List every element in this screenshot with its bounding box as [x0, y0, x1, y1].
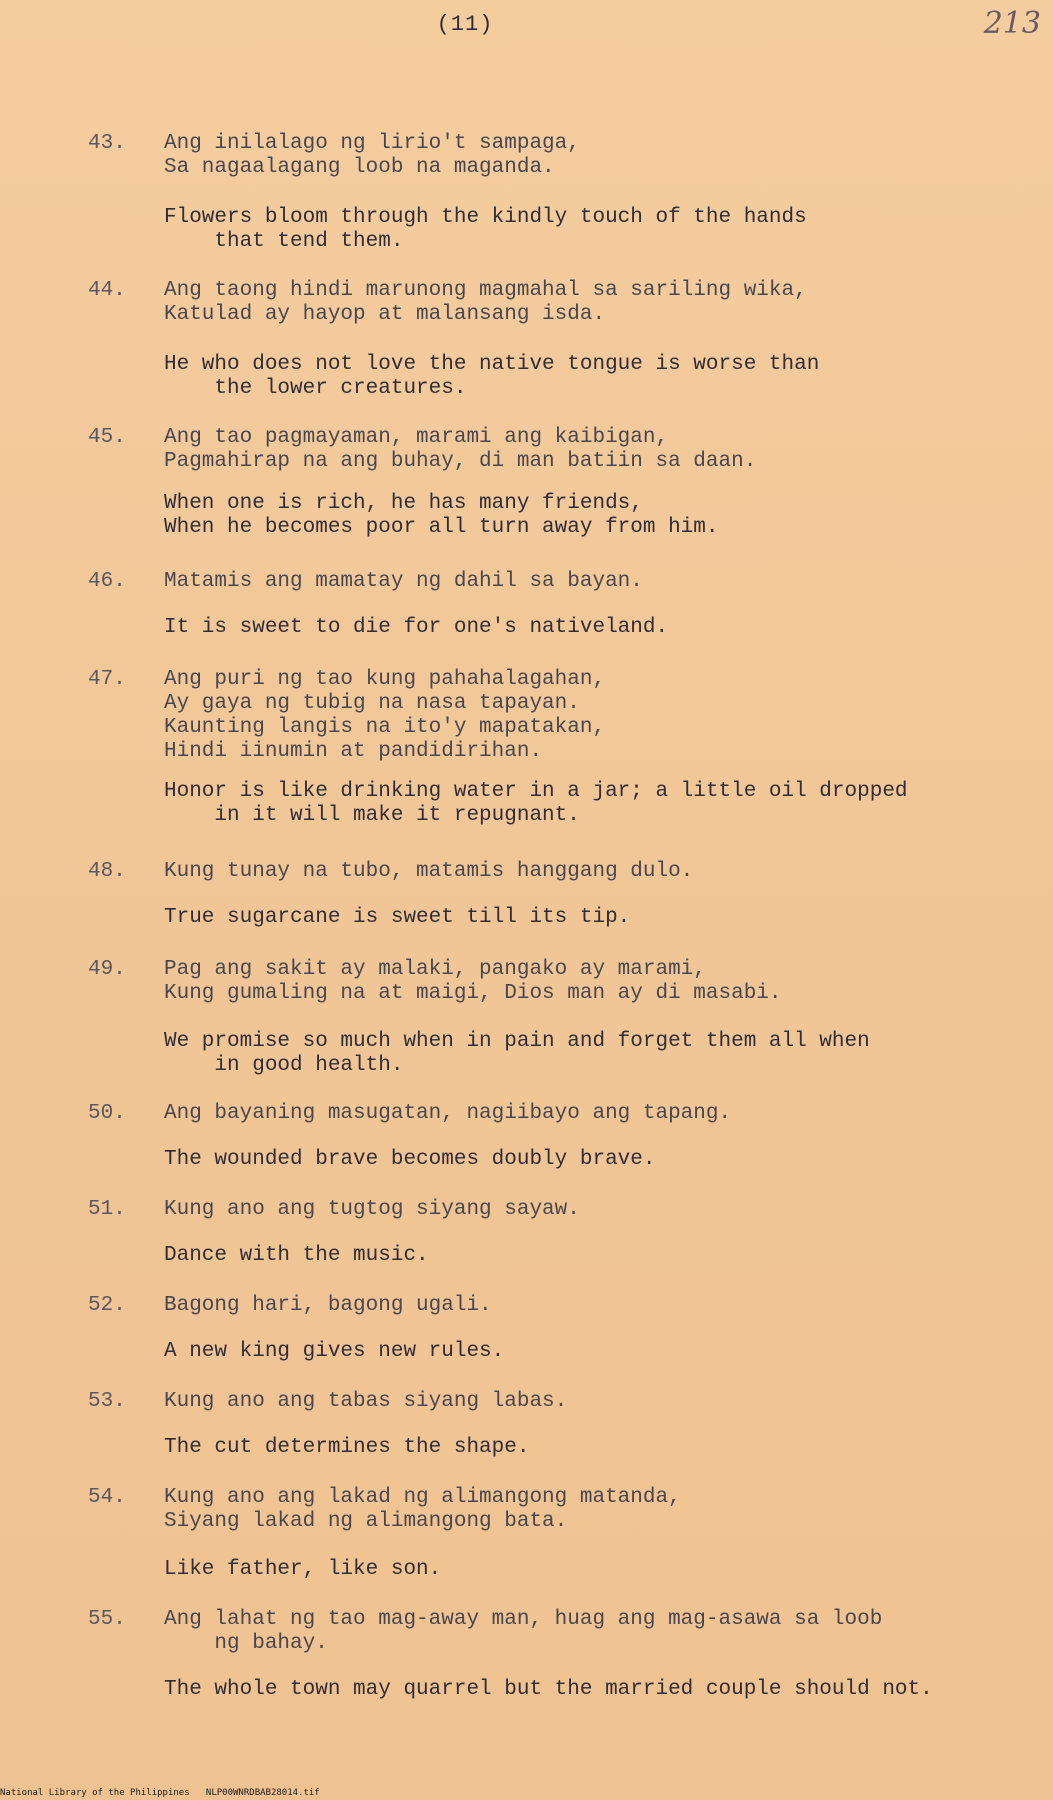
- scan-filename: NLP00WNRDBAB28014.tif: [205, 1788, 320, 1798]
- entry-number: 52.: [88, 1294, 126, 1317]
- tagalog-text: Ang bayaning masugatan, nagiibayo ang tapang.: [164, 1102, 732, 1125]
- entry-number: 55.: [88, 1608, 126, 1631]
- entry-number: 44.: [88, 279, 126, 302]
- tagalog-text: Kung ano ang tabas siyang labas.: [164, 1390, 568, 1413]
- tagalog-text: Kung tunay na tubo, matamis hanggang dulo.: [164, 860, 694, 883]
- english-translation: We promise so much when in pain and forget them all when in good health.: [164, 1030, 870, 1077]
- folio-number: 213: [983, 6, 1041, 41]
- english-translation: A new king gives new rules.: [164, 1340, 505, 1363]
- scan-footer: [0, 1788, 320, 1798]
- english-translation: Honor is like drinking water in a jar; a little oil dropped in it will make it repugnant.: [164, 780, 908, 827]
- english-translation: The cut determines the shape.: [164, 1436, 530, 1459]
- entry-number: 48.: [88, 860, 126, 883]
- entry-number: 43.: [88, 132, 126, 155]
- entry-number: 45.: [88, 426, 126, 449]
- english-translation: When one is rich, he has many friends, When he becomes poor all turn away from him.: [164, 492, 719, 539]
- english-translation: True sugarcane is sweet till its tip.: [164, 906, 631, 929]
- entry-number: 50.: [88, 1102, 126, 1125]
- tagalog-text: Kung ano ang tugtog siyang sayaw.: [164, 1198, 580, 1221]
- library-credit: National Library of the Philippines: [0, 1788, 190, 1798]
- english-translation: Flowers bloom through the kindly touch of the hands that tend them.: [164, 206, 807, 253]
- english-translation: He who does not love the native tongue is worse than the lower creatures.: [164, 353, 820, 400]
- entry-number: 54.: [88, 1486, 126, 1509]
- tagalog-text: Pag ang sakit ay malaki, pangako ay marami, Kung gumaling na at maigi, Dios man ay di masabi.: [164, 958, 782, 1005]
- entry-number: 53.: [88, 1390, 126, 1413]
- english-translation: It is sweet to die for one's nativeland.: [164, 616, 669, 639]
- entry-number: 46.: [88, 570, 126, 593]
- tagalog-text: Ang tao pagmayaman, marami ang kaibigan, Pagmahirap na ang buhay, di man batiin sa daan.: [164, 426, 757, 473]
- english-translation: The whole town may quarrel but the married couple should not.: [164, 1678, 933, 1701]
- english-translation: The wounded brave becomes doubly brave.: [164, 1148, 656, 1171]
- english-translation: Like father, like son.: [164, 1558, 442, 1581]
- tagalog-text: Ang lahat ng tao mag-away man, huag ang mag-asawa sa loob ng bahay.: [164, 1608, 883, 1655]
- tagalog-text: Ang taong hindi marunong magmahal sa sariling wika, Katulad ay hayop at malansang isda.: [164, 279, 807, 326]
- tagalog-text: Ang puri ng tao kung pahahalagahan, Ay gaya ng tubig na nasa tapayan. Kaunting langis na ito'y mapatakan, Hindi iinumin at pandidirihan.: [164, 668, 606, 763]
- tagalog-text: Matamis ang mamatay ng dahil sa bayan.: [164, 570, 643, 593]
- tagalog-text: Kung ano ang lakad ng alimangong matanda, Siyang lakad ng alimangong bata.: [164, 1486, 681, 1533]
- tagalog-text: Ang inilalago ng lirio't sampaga, Sa nagaalagang loob na maganda.: [164, 132, 580, 179]
- tagalog-text: Bagong hari, bagong ugali.: [164, 1294, 492, 1317]
- page-number: (11): [436, 12, 494, 37]
- entry-number: 51.: [88, 1198, 126, 1221]
- english-translation: Dance with the music.: [164, 1244, 429, 1267]
- entry-number: 47.: [88, 668, 126, 691]
- entry-number: 49.: [88, 958, 126, 981]
